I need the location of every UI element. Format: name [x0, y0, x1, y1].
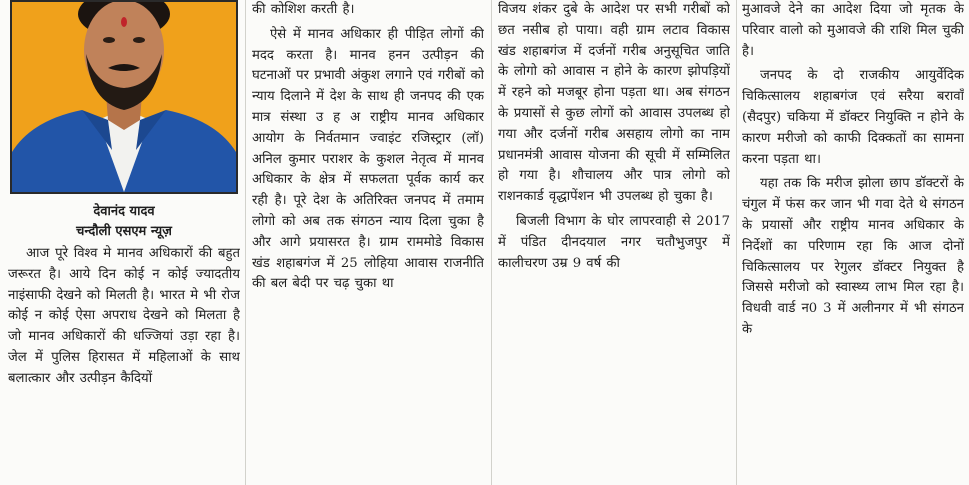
column-1	[8, 0, 240, 485]
portrait-illustration	[12, 2, 236, 192]
article-paragraph: जनपद के दो राजकीय आयुर्वेदिक चिकित्सालय शहाबगंज एवं सरैया बरावाँ (सैदपुर) चकिया में डॉक्टर नियुक्ति न होने के कारण मरीजो को काफी दिक्कतों का सामना करना पड़ता था।	[742, 68, 964, 167]
article-paragraph: की कोशिश करती है।	[252, 2, 355, 17]
column-4	[742, 0, 964, 485]
column-divider	[245, 0, 246, 485]
article-paragraph: आज पूरे विश्व मे मानव अधिकारों की बहुत जरूरत है। आये दिन कोई न कोई ज्यादतीय नाइंसाफी देखने को मिलती है। भारत मे भी रोज कोई न कोई ऐसा अपराध देखने को मिलता है जो मानव अधिकारों की धज्जियां उड़ा रहा है। जेल में पुलिस हिरासत में महिलाओं के साथ बलात्कार और उत्पीड़न कैदियों	[8, 246, 240, 386]
author-photo	[10, 0, 238, 194]
article-paragraph: ऐसे में मानव अधिकार ही पीड़ित लोगों की मदद करता है। मानव हनन उत्पीड़न की घटनाओं पर प्रभावी अंकुश लगाने एवं गरीबों को न्याय दिलाने में देश के साथ ही जनपद की एक मात्र संस्था उ ह अ राष्ट्रीय मानव अधिकार आयोग के निर्वतमान ज्वाइंट रजिस्ट्रार (लॉ) अनिल कुमार पराशर के कुशल नेतृत्व में मानव अधिकार के क्षेत्र में सफलता पूर्वक कार्य कर रही है। पूरे देश के अतिरिक्त जनपद में तमाम लोगो को अब तक संगठन न्याय दिला चुका है और आगे प्रयासरत है। ग्राम राममोडे विकास खंड शहाबगंज में 25 लोहिया आवास राजनीति की बल बेदी पर चढ़ चुका था	[252, 26, 484, 292]
article-paragraph: मुआवजे देने का आदेश दिया जो मृतक के परिवार वालो को मुआवजे की राशि मिल चुकी है।	[742, 2, 964, 59]
byline-name: देवानंद यादव	[93, 204, 155, 219]
column-divider	[491, 0, 492, 485]
byline-organization: चन्दौली एसएम न्यूज़	[76, 224, 172, 239]
article-paragraph: यहा तक कि मरीज झोला छाप डॉक्टरों के चंगुल में फंस कर जान भी गवा देते थे संगठन के प्रयासों और राष्ट्रीय मानव अधिकार के निर्देशों का परिणाम रहा कि आज दोनों चिकित्सालय पर रेगुलर डॉक्टर नियुक्त है जिससे मरीजो को स्वास्थ्य लाभ मिल रहा है। विधवी वार्ड न0 3 में अलीनगर में भी संगठन के	[742, 176, 964, 337]
article-paragraph: बिजली विभाग के घोर लापरवाही से 2017 में पंडित दीनदयाल नगर चतौभुजपुर में कालीचरण उम्र 9 वर्ष की	[498, 213, 730, 271]
article-paragraph: विजय शंकर दुबे के आदेश पर सभी गरीबों को छत नसीब हो पाया। वही ग्राम लटाव विकास खंड शहाबगंज में दर्जनों गरीब अनुसूचित जाति के लोगो को आवास न होने के कारण झोपड़ियों में रहने को मजबूर होना पड़ता था। अब संगठन के प्रयासों से कुछ लोगों को आवास उपलब्ध हो गया और दर्जनों गरीब असहाय लोगो का नाम प्रधानमंत्री आवास योजना की सूची में सम्मिलित हो गया है। शौचालय और पात्र लोगो को राशनकार्ड वृद्धापेंशन भी उपलब्ध हो चुका है।	[498, 2, 730, 205]
column-2	[252, 0, 484, 485]
column-3	[498, 0, 730, 485]
column-divider	[736, 0, 737, 485]
